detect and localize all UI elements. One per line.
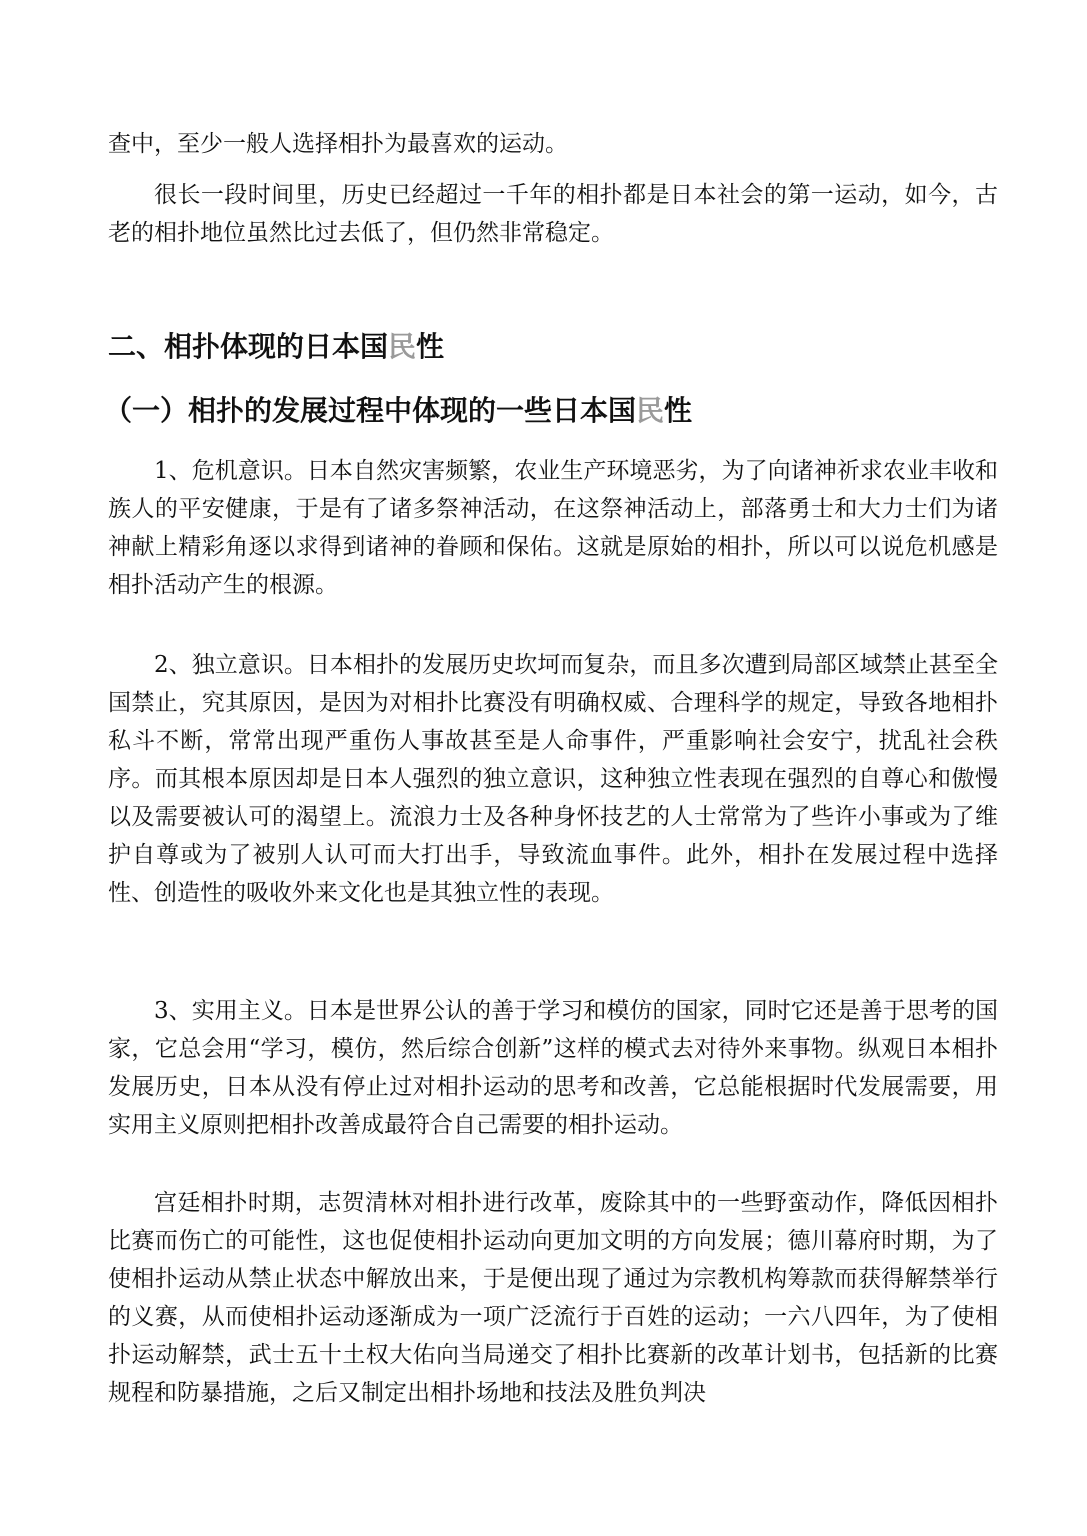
subsection-heading-faint-char: 民: [636, 394, 665, 427]
section-heading-faint-char: 民: [388, 330, 417, 363]
paragraph-independence: 2、独立意识。日本相扑的发展历史坎坷而复杂，而且多次遭到局部区域禁止甚至全国禁止，究其原因，是因为对相扑比赛没有明确权威、合理科学的规定，导致各地相扑私斗不断，常常出现严重伤人事故甚至是人命事件，严重影响社会安宁，扰乱社会秩序。而其根本原因却是日本人强烈的独立意识，这种独立性表现在强烈的自尊心和傲慢以及需要被认可的渴望上。流浪力士及各种身怀技艺的人士常常为了些许小事或为了维护自尊或为了被别人认可而大打出手，导致流血事件。此外，相扑在发展过程中选择性、创造性的吸收外来文化也是其独立性的表现。: [108, 652, 998, 906]
section-heading: [108, 327, 444, 367]
subsection-heading-prefix: （一）相扑的发展过程中体现的一些日本国: [104, 394, 637, 427]
paragraph-pragmatism: 3、实用主义。日本是世界公认的善于学习和模仿的国家，同时它还是善于思考的国家，它总会用“学习，模仿，然后综合创新”这样的模式去对待外来事物。纵观日本相扑发展历史，日本从没有停止过对相扑运动的思考和改善，它总能根据时代发展需要，用实用主义原则把相扑改善成最符合自己需要的相扑运动。: [108, 998, 998, 1138]
paragraph-history: 很长一段时间里，历史已经超过一千年的相扑都是日本社会的第一运动，如今，古老的相扑地位虽然比过去低了，但仍然非常稳定。: [108, 182, 998, 246]
subsection-heading-suffix: 性: [664, 394, 693, 427]
paragraph-court-sumo-reform: 宫廷相扑时期，志贺清林对相扑进行改革，废除其中的一些野蛮动作，降低因相扑比赛而伤亡的可能性，这也促使相扑运动向更加文明的方向发展；德川幕府时期，为了使相扑运动从禁止状态中解放出来，于是便出现了通过为宗教机构筹款而获得解禁举行的义赛，从而使相扑运动逐渐成为一项广泛流行于百姓的运动；一六八四年，为了使相扑运动解禁，武士五十土权大佑向当局递交了相扑比赛新的改革计划书，包括新的比赛规程和防暴措施，之后又制定出相扑场地和技法及胜负判决: [108, 1190, 998, 1406]
section-heading-prefix: 二、相扑体现的日本国: [108, 330, 389, 363]
section-heading-suffix: 性: [416, 330, 445, 363]
subsection-heading: [104, 391, 692, 431]
paragraph-continuation: 查中，至少一般人选择相扑为最喜欢的运动。: [108, 131, 568, 157]
paragraph-crisis-awareness: 1、危机意识。日本自然灾害频繁，农业生产环境恶劣，为了向诸神祈求农业丰收和族人的平安健康，于是有了诸多祭神活动，在这祭神活动上，部落勇士和大力士们为诸神献上精彩角逐以求得到诸神的眷顾和保佑。这就是原始的相扑，所以可以说危机感是相扑活动产生的根源。: [108, 458, 998, 598]
